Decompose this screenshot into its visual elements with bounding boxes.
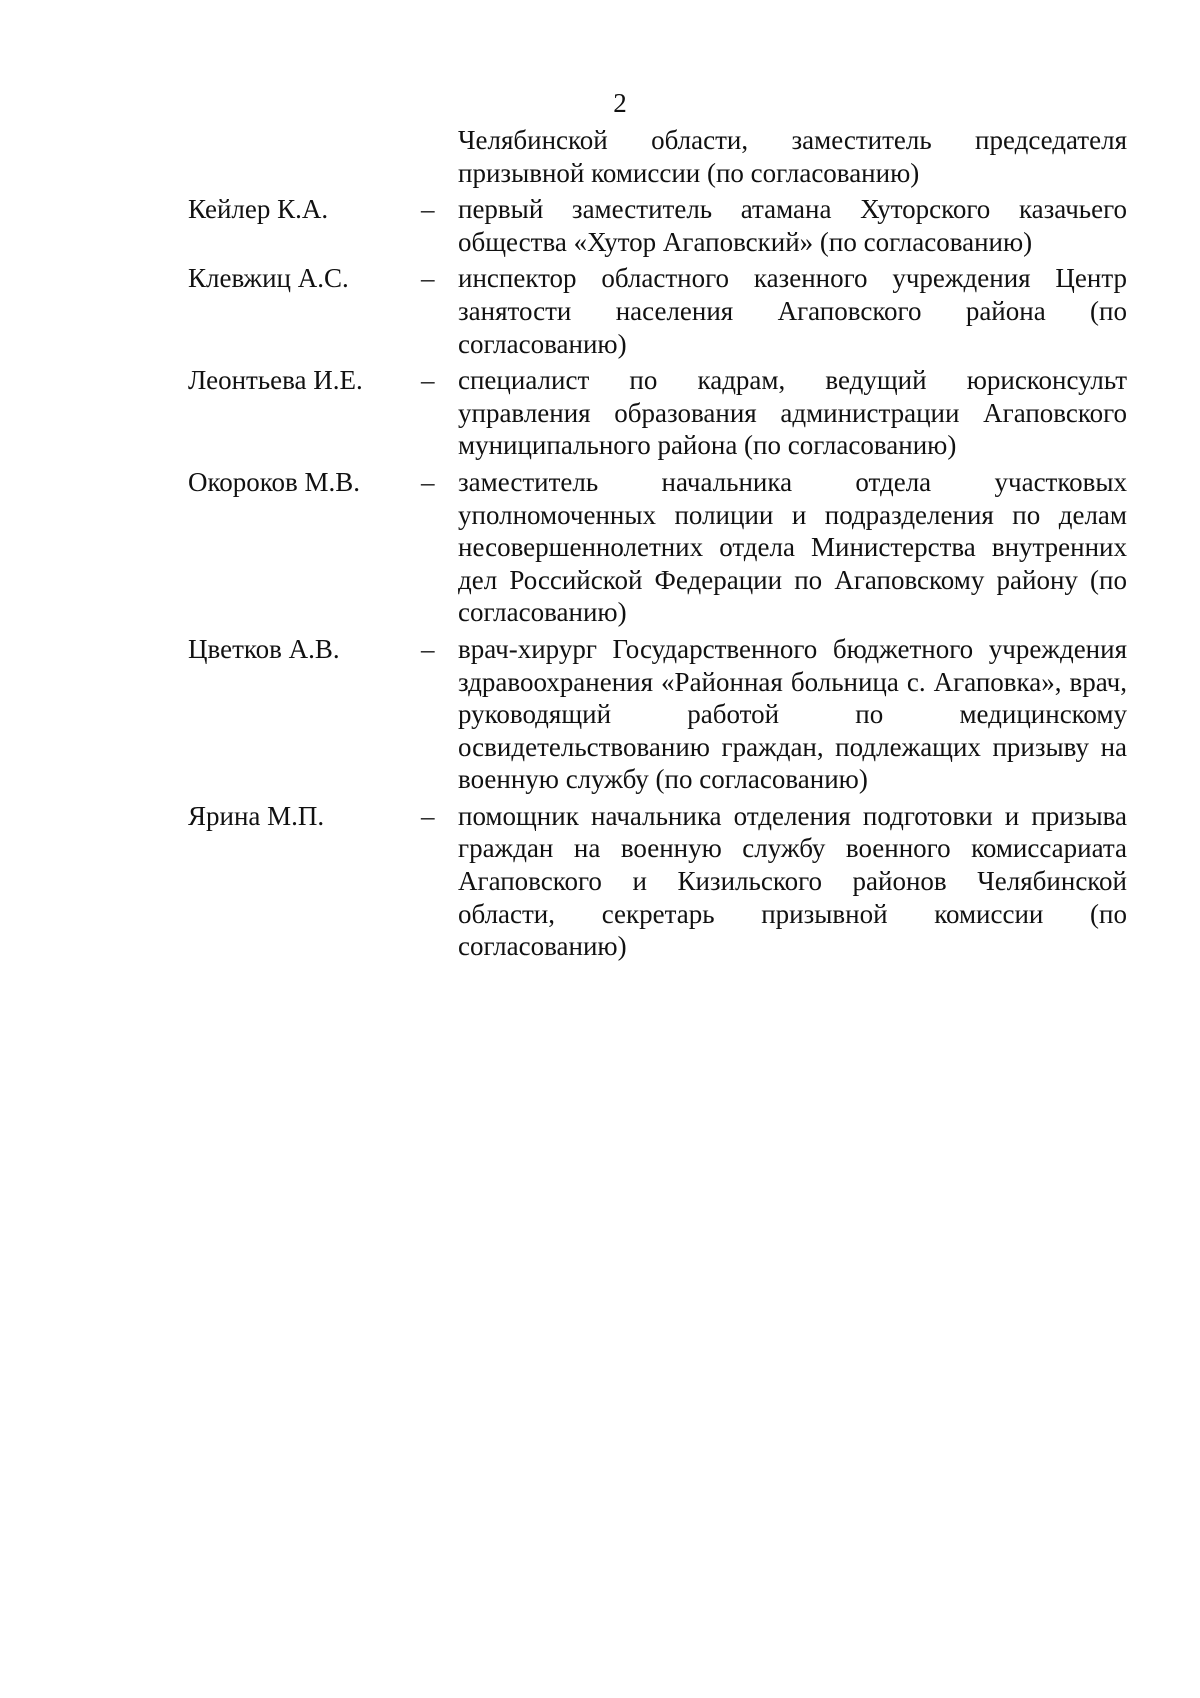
- member-role: заместитель начальника отдела участковых уполномоченных полиции и подразделения по делам несовершеннолетних отдела Министерства внутренних дел Российской Федерации по Агаповскому району (по согласованию): [458, 466, 1127, 628]
- member-name: Клевжиц А.С.: [188, 263, 349, 294]
- member-name: Кейлер К.А.: [188, 194, 329, 225]
- member-dash: –: [421, 194, 435, 225]
- continuation-text: Челябинской области, заместитель председателя призывной комиссии (по согласованию): [458, 125, 1127, 188]
- member-entry: [0, 193, 1200, 258]
- member-entry: [0, 633, 1200, 796]
- member-entry: [0, 466, 1200, 629]
- commission-member-list: [0, 124, 1200, 967]
- member-role: помощник начальника отделения подготовки и призыва граждан на военную службу военного комиссариата Агаповского и Кизильского районов Челябинской области, секретарь призывной комиссии (по согласованию): [458, 800, 1127, 962]
- member-name: Ярина М.П.: [188, 800, 325, 831]
- member-role: первый заместитель атамана Хуторского казачьего общества «Хутор Агаповский» (по согласованию): [458, 194, 1127, 257]
- member-name: Цветков А.В.: [188, 633, 340, 664]
- member-name: Окороков М.В.: [188, 466, 361, 497]
- member-dash: –: [421, 365, 435, 396]
- page-number: 2: [613, 88, 627, 118]
- member-dash: –: [421, 800, 435, 831]
- member-entry: [0, 262, 1200, 360]
- member-role: инспектор областного казенного учреждения Центр занятости населения Агаповского района (по согласованию): [458, 263, 1127, 359]
- member-dash: –: [421, 633, 435, 664]
- continuation-entry: [0, 124, 1200, 189]
- member-entry: [0, 800, 1200, 963]
- member-role: специалист по кадрам, ведущий юрисконсульт управления образования администрации Агаповского муниципального района (по согласованию): [458, 365, 1127, 461]
- member-role: врач-хирург Государственного бюджетного учреждения здравоохранения «Районная больница с. Агаповка», врач, руководящий работой по медицинскому освидетельствованию граждан, подлежащих призыву на военную службу (по согласованию): [458, 633, 1127, 795]
- member-dash: –: [421, 263, 435, 294]
- member-name: Леонтьева И.Е.: [188, 365, 363, 396]
- member-dash: –: [421, 466, 435, 497]
- member-entry: [0, 364, 1200, 462]
